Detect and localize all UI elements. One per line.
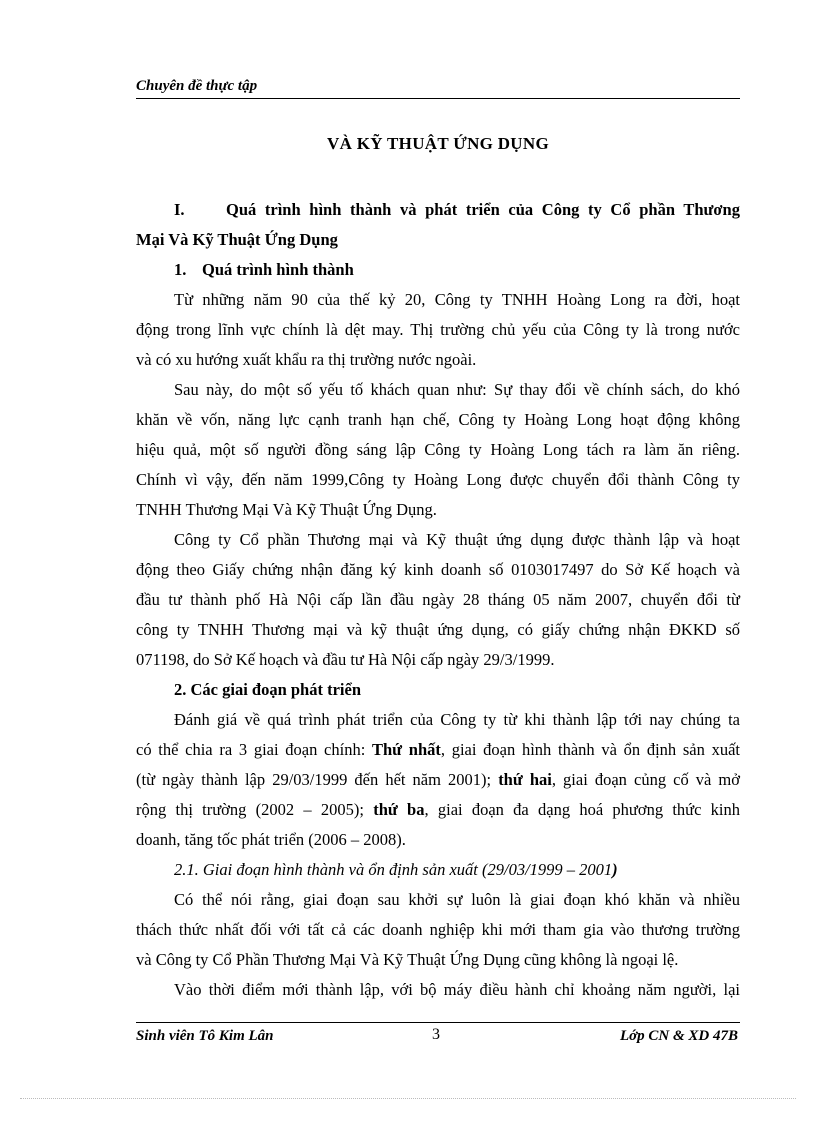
document-body	[136, 196, 740, 1006]
text-run: có thể chia ra 3 giai đoạn chính:	[136, 740, 372, 759]
text-run: , giai đoạn đa dạng hoá phương thức kinh	[424, 800, 740, 819]
text-line: Có thể nói rằng, giai đoạn sau khởi sự luôn là giai đoạn khó khăn và nhiều	[174, 890, 740, 909]
paragraph	[136, 886, 740, 976]
paragraph	[136, 526, 740, 676]
text-line: Đánh giá về quá trình phát triển của Công ty từ khi thành lập tới nay chúng ta	[174, 710, 740, 729]
text-run: , giai đoạn củng cố và mở	[551, 770, 740, 789]
section-heading	[136, 196, 740, 226]
paragraph	[136, 286, 740, 376]
subsection-title: 2.1. Giai đoạn hình thành và ổn định sản xuất (29/03/1999 – 2001	[174, 860, 613, 879]
paragraph	[136, 706, 740, 856]
text-line	[136, 796, 740, 826]
emphasis: Thứ nhất	[372, 740, 441, 759]
header-title: Chuyên đề thực tập	[136, 78, 258, 94]
emphasis: thứ hai	[498, 770, 552, 789]
text-run: (từ ngày thành lập 29/03/1999 đến hết năm 2001);	[136, 770, 499, 789]
text-line: thách thức nhất đối với tất cả các doanh nghiệp khi mới tham gia vào thương trường	[136, 920, 740, 939]
text-line	[136, 766, 740, 796]
text-line: và Công ty Cổ Phần Thương Mại Và Kỹ Thuật Ứng Dụng cũng không là ngoại lệ.	[136, 950, 679, 969]
paragraph	[136, 976, 740, 1006]
footer-student: Sinh viên Tô Kim Lân	[136, 1028, 274, 1044]
section-heading-line: Mại Và Kỹ Thuật Ứng Dụng	[136, 230, 338, 249]
footer-rule	[136, 1022, 740, 1023]
text-line: Từ những năm 90 của thế kỷ 20, Công ty TNHH Hoàng Long ra đời, hoạt	[174, 290, 740, 309]
page-footer	[136, 1026, 740, 1050]
text-line: Vào thời điểm mới thành lập, với bộ máy điều hành chỉ khoảng năm người, lại	[174, 980, 740, 999]
text-run: rộng thị trường (2002 – 2005);	[136, 800, 374, 819]
emphasis: thứ ba	[373, 800, 425, 819]
subsection-number: 1.	[174, 260, 187, 279]
document-title: VÀ KỸ THUẬT ỨNG DỤNG	[327, 134, 549, 153]
text-line: Sau này, do một số yếu tố khách quan như: Sự thay đổi về chính sách, do khó	[174, 380, 740, 399]
footer-class: Lớp CN & XD 47B	[619, 1028, 738, 1044]
text-line: Chính vì vậy, đến năm 1999,Công ty Hoàng Long được chuyển đổi thành Công ty	[136, 470, 740, 489]
subsection-heading: 2. Các giai đoạn phát triển	[174, 680, 362, 699]
page-header	[136, 76, 740, 99]
text-line: động trong lĩnh vực chính là dệt may. Thị trường chủ yếu của Công ty là trong nước	[136, 320, 740, 339]
text-line	[136, 736, 740, 766]
text-line: đầu tư thành phố Hà Nội cấp lần đầu ngày 28 tháng 05 năm 2007, chuyển đổi từ	[136, 590, 740, 609]
text-line: khăn về vốn, năng lực cạnh tranh hạn chế, Công ty Hoàng Long hoạt động không	[136, 410, 740, 429]
subsection-title: Quá trình hình thành	[202, 260, 354, 279]
section-heading-line: Quá trình hình thành và phát triển của Công ty Cổ phần Thương	[226, 200, 740, 219]
text-line: công ty TNHH Thương mại và kỹ thuật ứng dụng, có giấy chứng nhận ĐKKD số	[136, 620, 740, 639]
subsection-heading	[136, 856, 740, 886]
text-line: động theo Giấy chứng nhận đăng ký kinh doanh số 0103017497 do Sở Kế hoạch và	[136, 560, 740, 579]
text-line: hiệu quả, một số người đồng sáng lập Công ty Hoàng Long tách ra làm ăn riêng.	[136, 440, 740, 459]
text-line: doanh, tăng tốc phát triển (2006 – 2008).	[136, 830, 406, 849]
text-line: TNHH Thương Mại Và Kỹ Thuật Ứng Dụng.	[136, 500, 437, 519]
text-line: Công ty Cổ phần Thương mại và Kỹ thuật ứng dụng được thành lập và hoạt	[174, 530, 740, 549]
subsection-heading	[136, 256, 740, 286]
text-line: 071198, do Sở Kế hoạch và đầu tư Hà Nội cấp ngày 29/3/1999.	[136, 650, 555, 669]
paragraph	[136, 376, 740, 526]
closing-paren: )	[612, 860, 618, 879]
section-number: I.	[174, 200, 185, 219]
page-edge-divider	[20, 1098, 796, 1099]
page-number: 3	[432, 1026, 440, 1043]
text-line: và có xu hướng xuất khẩu ra thị trường nước ngoài.	[136, 350, 477, 369]
text-run: , giai đoạn hình thành và ổn định sản xuất	[440, 740, 740, 759]
